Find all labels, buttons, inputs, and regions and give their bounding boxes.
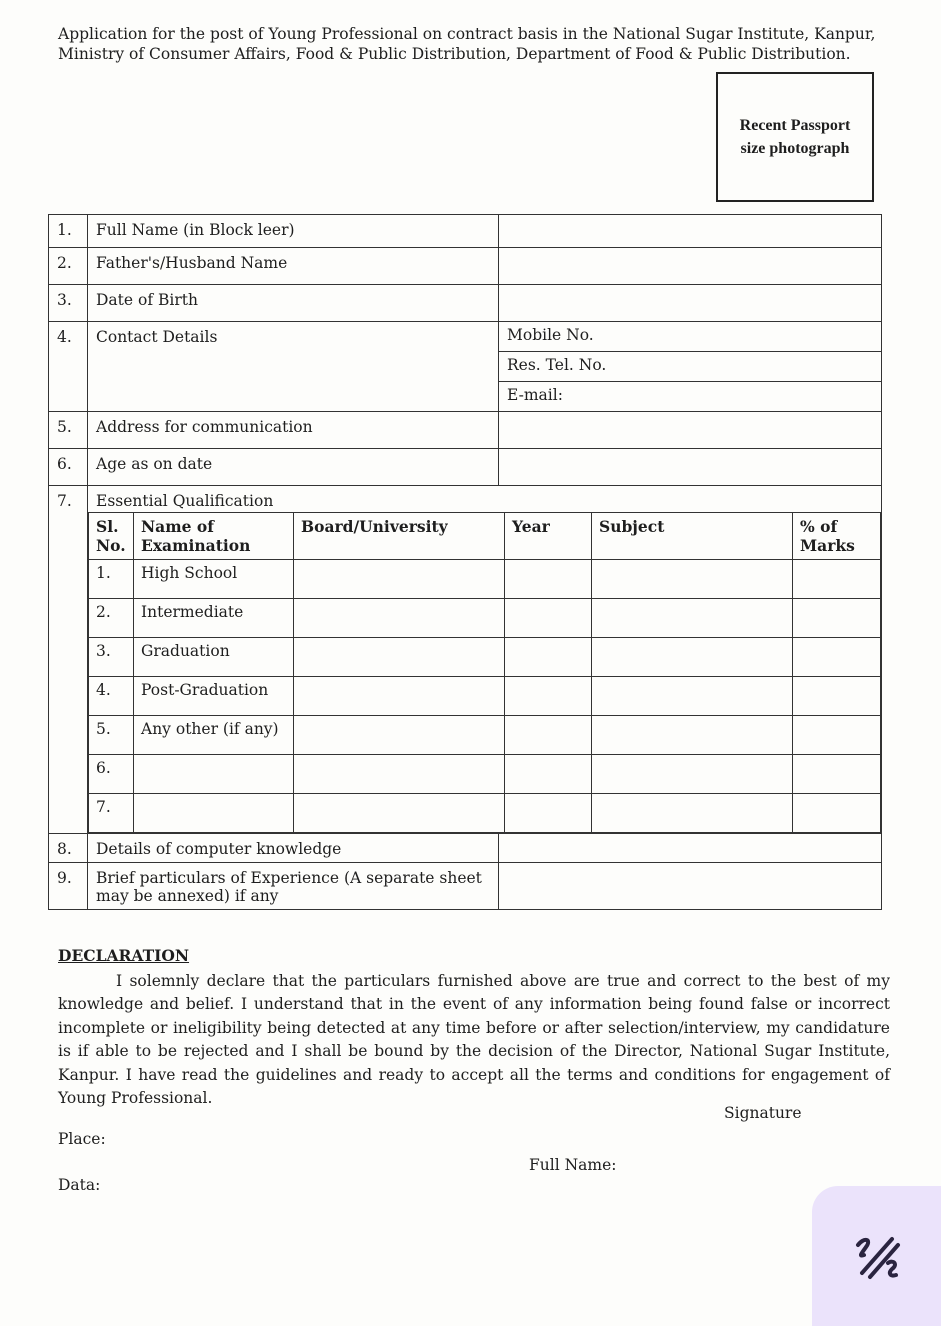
form-row-father-name — [49, 248, 882, 285]
qual-marks-cell[interactable] — [793, 677, 881, 716]
qualification-row — [89, 677, 881, 716]
form-row-address — [49, 412, 882, 449]
computer-knowledge-field[interactable] — [499, 834, 882, 863]
qual-year-cell[interactable] — [505, 794, 592, 833]
qual-board-cell[interactable] — [294, 755, 505, 794]
qualification-table — [88, 512, 881, 833]
row-number: 6. — [49, 449, 88, 486]
qual-marks-cell[interactable] — [793, 560, 881, 599]
form-row-computer — [49, 834, 882, 863]
row-number: 1. — [49, 215, 88, 248]
row-label: Full Name (in Block leer) — [88, 215, 499, 248]
photo-label-line-2: size photograph — [740, 140, 850, 157]
qual-sl: 2. — [89, 599, 134, 638]
qual-subject-cell[interactable] — [592, 794, 793, 833]
qual-year-cell[interactable] — [505, 638, 592, 677]
qual-sl: 5. — [89, 716, 134, 755]
place-label: Place: — [58, 1130, 106, 1148]
row-label: Contact Details — [88, 322, 499, 412]
qualification-row — [89, 560, 881, 599]
mobile-field[interactable]: Mobile No. — [499, 322, 882, 352]
qual-year-cell[interactable] — [505, 599, 592, 638]
qual-subject-cell[interactable] — [592, 560, 793, 599]
col-header-sl: Sl. No. — [89, 513, 134, 560]
row-number: 4. — [49, 322, 88, 412]
row-label: Age as on date — [88, 449, 499, 486]
qualification-header-row — [89, 513, 881, 560]
form-row-qualification — [49, 486, 882, 834]
form-header — [58, 24, 898, 64]
row-number: 9. — [49, 863, 88, 910]
header-line-2: Ministry of Consumer Affairs, Food & Public Distribution, Department of Food & Public Distribution. — [58, 45, 851, 63]
qualification-row — [89, 638, 881, 677]
qual-year-cell[interactable] — [505, 755, 592, 794]
qual-year-cell[interactable] — [505, 677, 592, 716]
email-field[interactable]: E-mail: — [499, 382, 882, 412]
experience-field[interactable] — [499, 863, 882, 910]
qual-exam: Intermediate — [134, 599, 294, 638]
qual-subject-cell[interactable] — [592, 599, 793, 638]
age-field[interactable] — [499, 449, 882, 486]
qualification-row — [89, 716, 881, 755]
qual-sl: 3. — [89, 638, 134, 677]
qual-sl: 4. — [89, 677, 134, 716]
declaration-section — [58, 944, 890, 1111]
form-row-dob — [49, 285, 882, 322]
qualification-row — [89, 794, 881, 833]
form-row-contact — [49, 322, 882, 352]
qualification-row — [89, 599, 881, 638]
qual-exam: Any other (if any) — [134, 716, 294, 755]
col-header-board: Board/University — [294, 513, 505, 560]
row-label: Brief particulars of Experience (A separate sheet may be annexed) if any — [88, 863, 499, 910]
qual-marks-cell[interactable] — [793, 794, 881, 833]
row-number: 3. — [49, 285, 88, 322]
row-label: Date of Birth — [88, 285, 499, 322]
application-form-table — [48, 214, 882, 910]
full-name-label: Full Name: — [529, 1156, 617, 1174]
qual-exam: Post-Graduation — [134, 677, 294, 716]
qual-subject-cell[interactable] — [592, 716, 793, 755]
declaration-body: I solemnly declare that the particulars furnished above are true and correct to the best of my knowledge and belief. I understand that in the event of any information being found false or incorrect incomplete or ineligibility being detected at any time before or after selection/interview, my candidature is if able to be rejected and I shall be bound by the decision of the Director, National Sugar Institute, Kanpur. I have read the guidelines and ready to accept all the terms and conditions for engagement of Young Professional. — [58, 971, 890, 1107]
photo-placeholder — [716, 72, 874, 202]
photo-label-line-1: Recent Passport — [739, 117, 851, 134]
form-row-experience — [49, 863, 882, 910]
pen-slash-icon — [850, 1229, 904, 1283]
signature-label: Signature — [724, 1104, 802, 1122]
col-header-subject: Subject — [592, 513, 793, 560]
declaration-title: DECLARATION — [58, 946, 190, 965]
qualification-section — [88, 486, 882, 834]
col-header-marks: % of Marks — [793, 513, 881, 560]
row-label: Father's/Husband Name — [88, 248, 499, 285]
row-number: 7. — [49, 486, 88, 834]
father-name-field[interactable] — [499, 248, 882, 285]
row-number: 8. — [49, 834, 88, 863]
row-label: Address for communication — [88, 412, 499, 449]
qual-board-cell[interactable] — [294, 599, 505, 638]
qual-board-cell[interactable] — [294, 677, 505, 716]
qual-exam: Graduation — [134, 638, 294, 677]
qual-subject-cell[interactable] — [592, 755, 793, 794]
col-header-exam: Name of Examination — [134, 513, 294, 560]
qualification-row — [89, 755, 881, 794]
qual-year-cell[interactable] — [505, 560, 592, 599]
qual-marks-cell[interactable] — [793, 716, 881, 755]
res-tel-field[interactable]: Res. Tel. No. — [499, 352, 882, 382]
row-number: 5. — [49, 412, 88, 449]
qual-marks-cell[interactable] — [793, 638, 881, 677]
qual-exam: High School — [134, 560, 294, 599]
qual-marks-cell[interactable] — [793, 755, 881, 794]
qual-marks-cell[interactable] — [793, 599, 881, 638]
qual-sl: 6. — [89, 755, 134, 794]
col-header-year: Year — [505, 513, 592, 560]
edit-button[interactable] — [812, 1186, 941, 1326]
qual-exam[interactable] — [134, 755, 294, 794]
row-number: 2. — [49, 248, 88, 285]
qual-board-cell[interactable] — [294, 638, 505, 677]
qual-year-cell[interactable] — [505, 716, 592, 755]
row-label: Details of computer knowledge — [88, 834, 499, 863]
qual-board-cell[interactable] — [294, 560, 505, 599]
form-row-age — [49, 449, 882, 486]
address-field[interactable] — [499, 412, 882, 449]
qual-subject-cell[interactable] — [592, 677, 793, 716]
full-name-field[interactable] — [499, 215, 882, 248]
header-line-1: Application for the post of Young Professional on contract basis in the National Sugar Institute, Kanpur, — [58, 25, 876, 43]
qual-sl: 7. — [89, 794, 134, 833]
qual-sl: 1. — [89, 560, 134, 599]
qual-board-cell[interactable] — [294, 716, 505, 755]
form-row-full-name — [49, 215, 882, 248]
qualification-title: Essential Qualification — [96, 492, 274, 510]
qual-subject-cell[interactable] — [592, 638, 793, 677]
qual-board-cell[interactable] — [294, 794, 505, 833]
qual-exam[interactable] — [134, 794, 294, 833]
date-label: Data: — [58, 1176, 101, 1194]
dob-field[interactable] — [499, 285, 882, 322]
